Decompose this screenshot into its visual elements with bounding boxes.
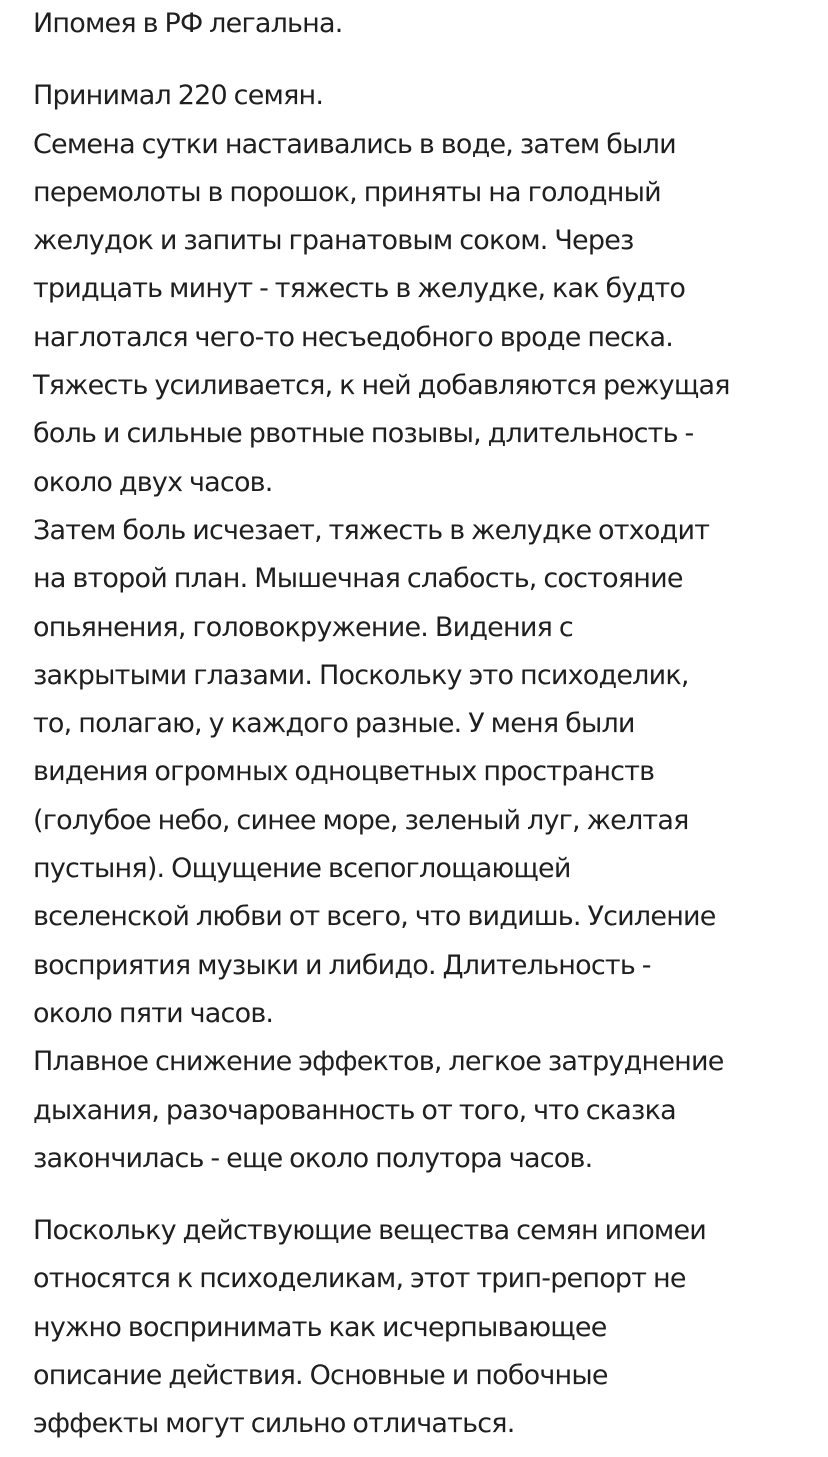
paragraph-gap [33, 1183, 813, 1207]
text-line: около пяти часов. [33, 997, 274, 1029]
text-line: на второй план. Мышечная слабость, состояние [33, 563, 683, 595]
text-line: желудок и запиты гранатовым соком. Через [33, 225, 634, 257]
text-line: видения огромных одноцветных пространств [33, 756, 655, 788]
text-line: Тяжесть усиливается, к ней добавляются режущая [33, 370, 730, 402]
text-line: (голубое небо, синее море, зеленый луг, желтая [33, 804, 689, 836]
text-line: Затем боль исчезает, тяжесть в желудке отходит [33, 514, 710, 546]
text-line: то, полагаю, у каждого разные. У меня были [33, 708, 635, 740]
paragraph-trip-report [33, 72, 813, 1183]
paragraph-gap [33, 48, 813, 72]
article-body [33, 0, 813, 1449]
text-line: дыхания, разочарованность от того, что сказка [33, 1094, 676, 1126]
text-line: восприятия музыки и либидо. Длительность - [33, 949, 651, 981]
text-line: Ипомея в РФ легальна. [33, 8, 343, 39]
text-line: закончилась - еще около полутора часов. [33, 1142, 593, 1174]
text-line: около двух часов. [33, 466, 273, 498]
text-line: опьянения, головокружение. Видения с [33, 611, 573, 643]
text-line: тридцать минут - тяжесть в желудке, как будто [33, 273, 686, 305]
text-line: перемолоты в порошок, приняты на голодный [33, 176, 661, 208]
text-line: относятся к психоделикам, этот трип-репорт не [33, 1263, 686, 1295]
text-line: эффекты могут сильно отличаться. [33, 1408, 515, 1440]
text-line: Семена сутки настаивались в воде, затем были [33, 128, 676, 160]
text-line: наглотался чего-то несъедобного вроде песка. [33, 321, 674, 353]
text-line: закрытыми глазами. Поскольку это психоделик, [33, 659, 689, 691]
text-line: описание действия. Основные и побочные [33, 1360, 608, 1392]
text-line: боль и сильные рвотные позывы, длительность - [33, 418, 694, 450]
text-line: вселенской любви от всего, что видишь. Усиление [33, 901, 716, 933]
text-line: Принимал 220 семян. [33, 80, 324, 112]
text-line: пустыня). Ощущение всепоглощающей [33, 853, 571, 885]
text-line: Плавное снижение эффектов, легкое затруднение [33, 1046, 724, 1078]
paragraph-disclaimer [33, 1207, 813, 1448]
text-line: нужно воспринимать как исчерпывающее [33, 1311, 607, 1343]
text-line: Поскольку действующие вещества семян ипомеи [33, 1215, 707, 1247]
paragraph-legal-status [33, 0, 813, 48]
